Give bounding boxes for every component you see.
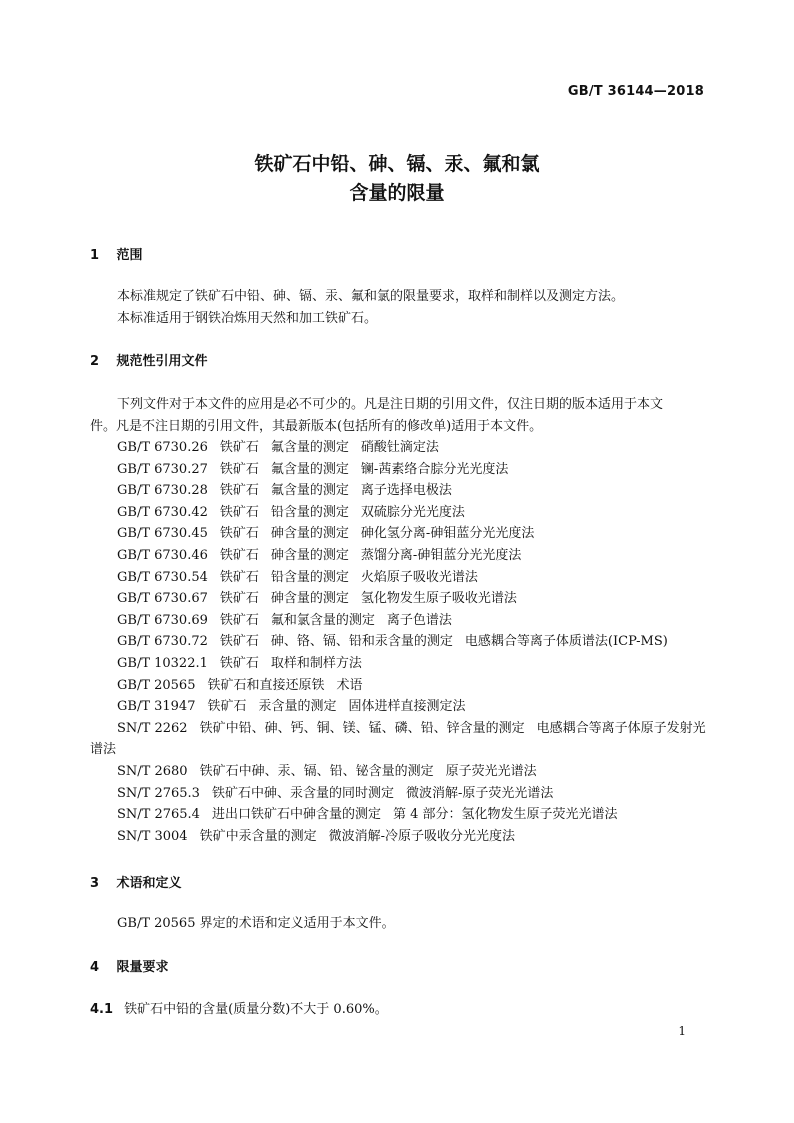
reference-title-part: 第 4 部分：氢化物发生原子荧光光谱法 (392, 807, 618, 823)
section-1-heading (90, 246, 143, 266)
reference-code: GB/T 31947 (117, 699, 196, 715)
section-title: 术语和定义 (116, 876, 182, 891)
paragraph: GB/T 20565 界定的术语和定义适用于本文件。 (117, 916, 395, 931)
reference-item (90, 718, 706, 761)
title-line-1: 铁矿石中铅、砷、镉、汞、氟和氯 (254, 153, 540, 175)
reference-item (90, 826, 706, 848)
reference-item (90, 480, 706, 502)
reference-title-part: 硝酸钍滴定法 (360, 440, 439, 455)
reference-title-part: 离子色谱法 (386, 612, 452, 628)
paragraph-line: 下列文件对于本文件的应用是必不可少的。凡是注日期的引用文件，仅注日期的版本适用于本文 (117, 397, 664, 412)
section-title: 限量要求 (116, 960, 169, 975)
reference-title-part: 铁矿石 (219, 612, 259, 628)
reference-code: SN/T 3004 (117, 828, 188, 844)
reference-title-part: 铁矿石 (219, 547, 259, 563)
clause-4-1 (90, 1000, 388, 1020)
reference-title-part: 砷含量的测定 (270, 547, 349, 563)
reference-title-part: 铅含量的测定 (270, 569, 349, 585)
section-number: 2 (90, 354, 100, 369)
reference-item (90, 804, 706, 826)
reference-item (90, 696, 706, 718)
reference-item (90, 610, 706, 632)
reference-code: GB/T 6730.69 (117, 612, 208, 628)
reference-title-part: 铁矿石 (219, 461, 259, 477)
reference-list (90, 437, 706, 847)
reference-title-part: 铅含量的测定 (270, 504, 349, 520)
section-1-body (90, 286, 706, 329)
reference-title-part: 微波消解-原子荧光光谱法 (405, 785, 554, 801)
section-title: 范围 (116, 248, 143, 263)
section-2-intro (90, 394, 706, 437)
paragraph-line: 件。凡是不注日期的引用文件，其最新版本(包括所有的修改单)适用于本文件。 (90, 418, 543, 434)
reference-title-part: 火焰原子吸收光谱法 (360, 569, 478, 585)
reference-code: GB/T 6730.27 (117, 461, 208, 477)
reference-title-part: 术语 (336, 677, 363, 693)
reference-title-part: 氢化物发生原子吸收光谱法 (360, 591, 517, 607)
reference-item (90, 437, 706, 459)
reference-code: SN/T 2262 (117, 720, 188, 736)
reference-title-part: 双硫腙分光光度法 (360, 504, 465, 520)
reference-title-part: 电感耦合等离子体质谱法(ICP-MS) (464, 634, 668, 650)
section-number: 4 (90, 960, 100, 975)
page-number: 1 (678, 1024, 686, 1038)
reference-code: GB/T 6730.42 (117, 504, 208, 520)
section-number: 3 (90, 876, 100, 891)
reference-title-part: 离子选择电极法 (360, 483, 452, 499)
reference-code: GB/T 6730.26 (117, 440, 208, 455)
reference-title-part: 铁矿中铅、砷、钙、铜、镁、锰、磷、铅、锌含量的测定 (199, 720, 525, 736)
reference-title-part: 取样和制样方法 (270, 655, 362, 671)
reference-title-part: 铁矿石 (219, 655, 259, 671)
reference-title-part: 微波消解-冷原子吸收分光光度法 (328, 828, 515, 844)
reference-title-part: 汞含量的测定 (258, 699, 337, 715)
section-3-heading (90, 874, 182, 894)
reference-title-part: 砷含量的测定 (270, 591, 349, 607)
reference-title-part: 铁矿石 (219, 440, 259, 455)
reference-code: GB/T 6730.72 (117, 634, 208, 650)
reference-title-part: 氟含量的测定 (270, 461, 349, 477)
reference-code: GB/T 20565 (117, 677, 196, 693)
reference-title-part: 氟和氯含量的测定 (270, 612, 375, 628)
reference-item (90, 523, 706, 545)
reference-title-part: 进出口铁矿石中砷含量的测定 (211, 807, 381, 823)
reference-title-part: 铁矿石 (207, 699, 247, 715)
title-line-2: 含量的限量 (349, 182, 445, 204)
reference-item (90, 783, 706, 805)
reference-title-part: 固体进样直接测定法 (348, 699, 466, 715)
reference-code: GB/T 6730.46 (117, 547, 208, 563)
section-title: 规范性引用文件 (116, 354, 208, 369)
reference-title-part: 铁矿石中砷、汞、镉、铅、铋含量的测定 (199, 763, 434, 779)
reference-title-part: 铁矿石 (219, 526, 259, 542)
reference-title-part: 氟含量的测定 (270, 440, 349, 455)
reference-code: GB/T 6730.28 (117, 483, 208, 499)
reference-code: SN/T 2765.3 (117, 785, 200, 801)
reference-code: GB/T 6730.67 (117, 591, 208, 607)
reference-title-part: 铁矿石和直接还原铁 (207, 677, 325, 693)
reference-code: GB/T 6730.54 (117, 569, 208, 585)
standard-code: GB/T 36144—2018 (567, 84, 704, 99)
section-4-heading (90, 958, 169, 978)
reference-title-part: 铁矿石 (219, 483, 259, 499)
clause-number: 4.1 (90, 1002, 114, 1017)
reference-item (90, 653, 706, 675)
section-number: 1 (90, 248, 100, 263)
reference-title-part: 铁矿石中砷、汞含量的同时测定 (211, 785, 394, 801)
reference-item (90, 631, 706, 653)
reference-title-part: 氟含量的测定 (270, 483, 349, 499)
clause-text: 铁矿石中铅的含量(质量分数)不大于 0.60%。 (124, 1002, 388, 1017)
reference-title-part: 原子荧光光谱法 (445, 763, 537, 779)
reference-title-part: 铁矿石 (219, 569, 259, 585)
reference-code: GB/T 10322.1 (117, 655, 208, 671)
paragraph: 本标准适用于钢铁冶炼用天然和加工铁矿石。 (117, 310, 378, 326)
reference-title-part: 电感耦合等离子体原子发射光谱法 (90, 720, 706, 758)
reference-title-part: 铁矿中汞含量的测定 (199, 828, 317, 844)
reference-title-part: 铁矿石 (219, 591, 259, 607)
reference-title-part: 铁矿石 (219, 504, 259, 520)
reference-title-part: 镧-茜素络合腙分光光度法 (360, 461, 509, 477)
reference-item (90, 567, 706, 589)
section-3-body (90, 913, 706, 935)
reference-item (90, 675, 706, 697)
reference-title-part: 砷、铬、镉、铅和汞含量的测定 (270, 634, 453, 650)
reference-title-part: 蒸馏分离-砷钼蓝分光光度法 (360, 547, 522, 563)
reference-title-part: 砷化氢分离-砷钼蓝分光光度法 (360, 526, 535, 542)
reference-code: GB/T 6730.45 (117, 526, 208, 542)
section-2-heading (90, 352, 208, 372)
document-title (0, 150, 794, 208)
reference-code: SN/T 2680 (117, 763, 188, 779)
paragraph: 本标准规定了铁矿石中铅、砷、镉、汞、氟和氯的限量要求，取样和制样以及测定方法。 (117, 289, 625, 304)
reference-item (90, 545, 706, 567)
reference-title-part: 铁矿石 (219, 634, 259, 650)
reference-item (90, 761, 706, 783)
reference-item (90, 502, 706, 524)
reference-item (90, 459, 706, 481)
reference-code: SN/T 2765.4 (117, 807, 200, 823)
reference-title-part: 砷含量的测定 (270, 526, 349, 542)
reference-item (90, 588, 706, 610)
